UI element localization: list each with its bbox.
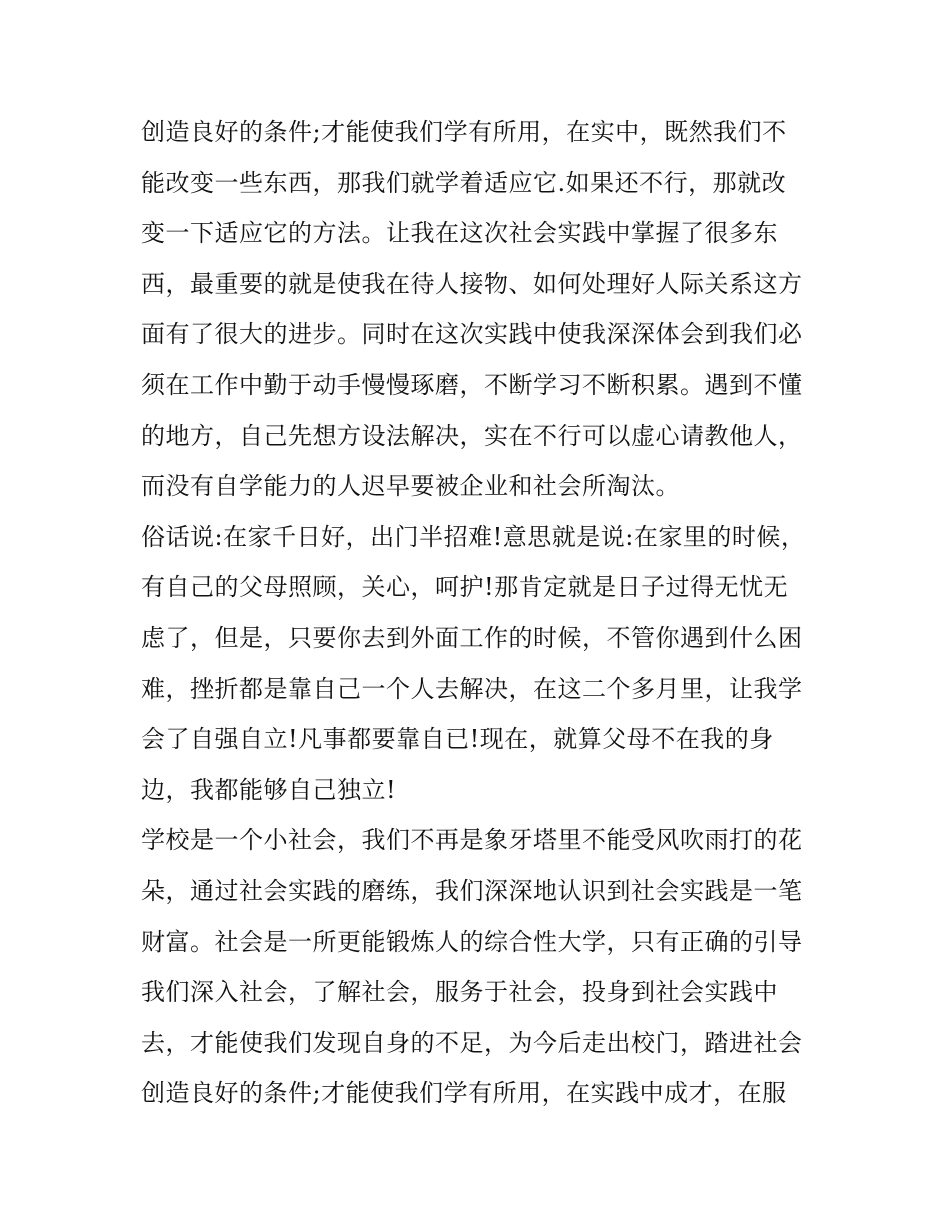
text-line: 而没有自学能力的人迟早要被企业和社会所淘汰。 [141,472,680,501]
text-line: 能改变一些东西，那我们就学着适应它.如果还不行，那就改 [141,168,787,197]
document-body [141,107,821,1119]
text-line: 学校是一个小社会，我们不再是象牙塔里不能受风吹雨打的花 [141,826,803,855]
text-line: 虑了，但是，只要你去到外面工作的时候，不管你遇到什么困 [141,623,803,652]
text-line: 面有了很大的进步。同时在这次实践中使我深深体会到我们必 [141,320,803,349]
text-line: 创造良好的条件;才能使我们学有所用，在实中，既然我们不 [141,118,787,146]
text-line: 朵，通过社会实践的磨练，我们深深地认识到社会实践是一笔 [141,876,803,905]
text-line: 去，才能使我们发现自身的不足，为今后走出校门，踏进社会 [141,1028,803,1057]
text-line: 变一下适应它的方法。让我在这次社会实践中掌握了很多东 [141,219,778,248]
text-line: 有自己的父母照顾，关心，呵护!那肯定就是日子过得无忧无 [141,573,789,602]
text-line: 的地方，自己先想方设法解决，实在不行可以虚心请教他人， [141,421,803,450]
text-line: 我们深入社会，了解社会，服务于社会，投身到社会实践中 [141,978,778,1007]
text-line: 财富。社会是一所更能锻炼人的综合性大学，只有正确的引导 [141,927,803,956]
text-line: 俗话说:在家千日好，出门半招难!意思就是说:在家里的时候， [141,522,806,551]
text-line: 创造良好的条件;才能使我们学有所用，在实践中成才，在服 [141,1079,787,1108]
text-line: 须在工作中勤于动手慢慢琢磨，不断学习不断积累。遇到不懂 [141,370,803,399]
text-line: 难，挫折都是靠自己一个人去解决，在这二个多月里，让我学 [141,674,803,703]
text-line: 会了自强自立!凡事都要靠自已!现在，就算父母不在我的身 [141,725,774,754]
text-line: 西，最重要的就是使我在待人接物、如何处理好人际关系这方 [141,269,803,298]
text-line: 边，我都能够自己独立! [141,775,397,804]
